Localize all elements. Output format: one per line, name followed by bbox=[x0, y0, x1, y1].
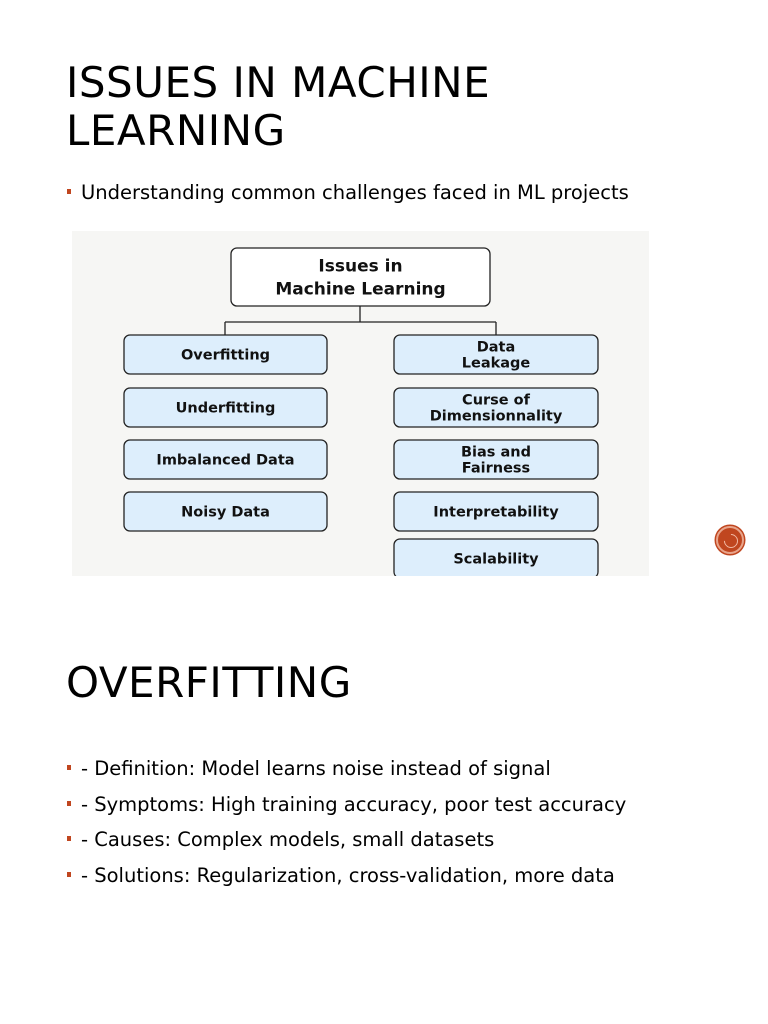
bullet-item bbox=[66, 864, 626, 888]
node-underfitting bbox=[124, 388, 327, 427]
node-label: Underfitting bbox=[175, 400, 276, 417]
bullet-marker-icon bbox=[67, 765, 71, 770]
diagram-connectors bbox=[225, 306, 496, 335]
issues-diagram bbox=[72, 231, 649, 576]
connector-lines bbox=[225, 306, 496, 335]
node-label: Bias and bbox=[461, 444, 531, 461]
node-label: Issues in bbox=[318, 256, 403, 277]
node-label: Machine Learning bbox=[275, 279, 446, 300]
bullet-marker-icon bbox=[67, 836, 71, 841]
node-label: Fairness bbox=[461, 460, 531, 477]
bullet-text: - Solutions: Regularization, cross-validation, more data bbox=[81, 863, 615, 887]
bullet-text: Understanding common challenges faced in ML projects bbox=[81, 181, 629, 204]
node-label: Imbalanced Data bbox=[156, 452, 295, 469]
section-title: OVERFITTING bbox=[66, 658, 352, 707]
next-slide-button[interactable] bbox=[716, 526, 744, 554]
node-label: Overfitting bbox=[180, 347, 271, 364]
node-imbalanced-data bbox=[124, 440, 327, 479]
issues-diagram-svg bbox=[72, 231, 649, 576]
node-interpretability bbox=[394, 492, 598, 531]
node-label: Curse of bbox=[462, 392, 530, 409]
slide-title: ISSUES IN MACHINE LEARNING bbox=[66, 58, 491, 155]
next-slide-icon bbox=[721, 531, 741, 551]
node-label: Noisy Data bbox=[181, 504, 270, 521]
node-noisy-data bbox=[124, 492, 327, 531]
node-overfitting bbox=[124, 335, 327, 374]
bullet-marker-icon bbox=[67, 872, 71, 877]
node-label: Leakage bbox=[461, 355, 531, 372]
node-scalability bbox=[394, 539, 598, 576]
node-curse-of-dimensionnality bbox=[394, 388, 598, 427]
node-bias-and-fairness bbox=[394, 440, 598, 479]
overfitting-bullet-list bbox=[66, 757, 626, 899]
bullet-text: - Symptoms: High training accuracy, poor test accuracy bbox=[81, 792, 627, 816]
bullet-text: - Definition: Model learns noise instead of signal bbox=[81, 757, 551, 780]
subtitle-list bbox=[66, 181, 629, 205]
bullet-item bbox=[66, 181, 629, 205]
bullet-item bbox=[66, 757, 626, 781]
bullet-marker-icon bbox=[67, 801, 71, 806]
bullet-marker-icon bbox=[67, 189, 71, 194]
node-label: Interpretability bbox=[433, 504, 559, 521]
node-label: Data bbox=[476, 339, 516, 356]
node-label: Dimensionnality bbox=[429, 408, 563, 425]
bullet-text: - Causes: Complex models, small datasets bbox=[81, 828, 495, 851]
bullet-item bbox=[66, 828, 626, 852]
bullet-item bbox=[66, 793, 626, 817]
diagram-root-node bbox=[231, 248, 490, 306]
node-label: Scalability bbox=[453, 551, 539, 568]
node-data-leakage bbox=[394, 335, 598, 374]
